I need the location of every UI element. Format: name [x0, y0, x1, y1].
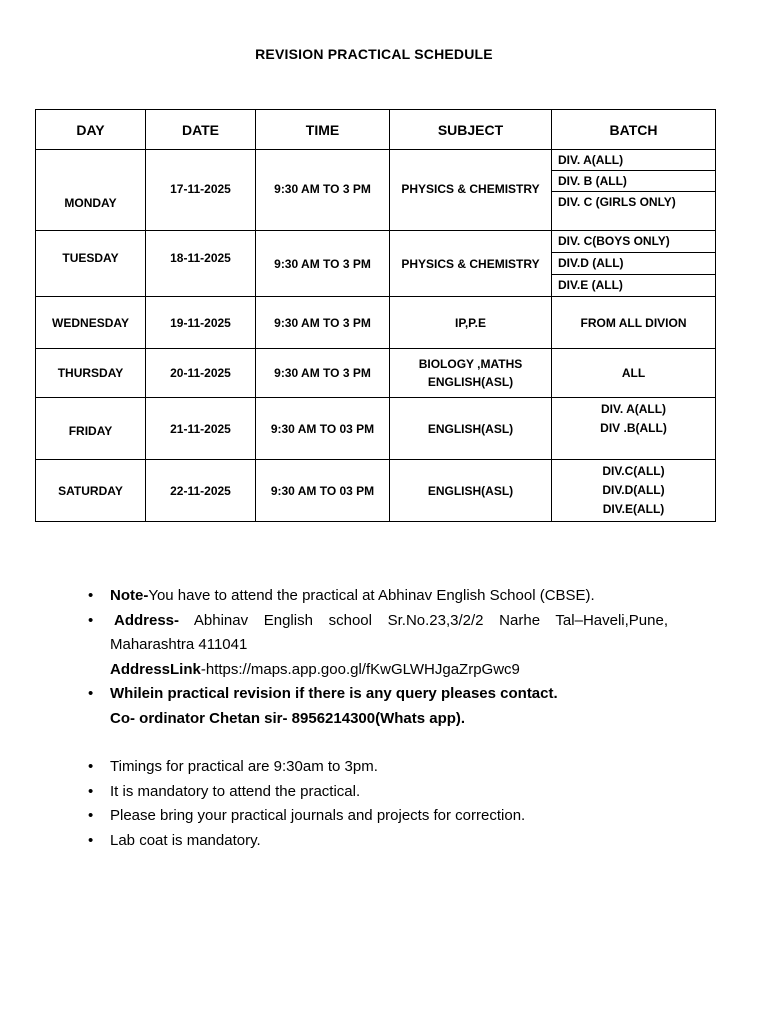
batch-item: DIV. A(ALL)	[552, 150, 715, 171]
day-cell	[36, 150, 146, 231]
note-item	[88, 584, 668, 609]
subject-cell	[390, 297, 552, 349]
batch-item: FROM ALL DIVION	[580, 315, 687, 330]
time-text: 9:30 AM TO 03 PM	[270, 421, 375, 436]
address-text: Abhinav English school Sr.No.23,3/2/2 Narhe Tal–Haveli,Pune, Maharashtra 411041	[110, 611, 668, 653]
addresslink-label: AddressLink	[110, 660, 201, 678]
header-date: DATE	[146, 110, 256, 150]
batch-cell	[552, 349, 716, 398]
batch-cell	[552, 398, 716, 460]
date-text: 19-11-2025	[170, 315, 231, 330]
header-batch: BATCH	[552, 110, 716, 150]
table-row	[36, 231, 716, 297]
bullet-icon: •	[88, 807, 94, 824]
batch-item: DIV.D (ALL)	[552, 253, 715, 275]
subject-cell	[390, 398, 552, 460]
address-item	[88, 609, 668, 683]
date-text: 17-11-2025	[170, 182, 231, 196]
batch-item: DIV. A(ALL)	[600, 402, 667, 416]
table-row	[36, 150, 716, 231]
batch-item: DIV .B(ALL)	[600, 421, 667, 435]
day-text: FRIDAY	[68, 424, 113, 438]
list-item	[88, 804, 668, 829]
notes-section	[88, 584, 668, 853]
query-item	[88, 682, 668, 731]
bullet-icon: •	[88, 685, 94, 702]
date-text: 18-11-2025	[170, 251, 231, 265]
batch-item: DIV.D(ALL)	[602, 483, 665, 497]
bullet-icon: •	[88, 611, 94, 629]
time-text: 9:30 AM TO 3 PM	[274, 366, 371, 380]
day-cell	[36, 460, 146, 522]
time-cell	[256, 231, 390, 297]
batch-item: DIV. B (ALL)	[552, 171, 715, 192]
query-line-1: Whilein practical revision if there is any query pleases contact.	[110, 685, 558, 702]
batch-cell	[552, 231, 716, 297]
batch-cell	[552, 460, 716, 522]
time-cell	[256, 460, 390, 522]
date-cell	[146, 398, 256, 460]
batch-cell	[552, 297, 716, 349]
list-item-text: Lab coat is mandatory.	[110, 831, 261, 849]
subject-text: ENGLISH(ASL)	[427, 421, 514, 436]
table-row	[36, 460, 716, 522]
address-label: Address-	[114, 611, 180, 629]
date-cell	[146, 231, 256, 297]
page-title: REVISION PRACTICAL SCHEDULE	[255, 46, 493, 62]
batch-item: DIV.E (ALL)	[558, 278, 623, 292]
list-item	[88, 780, 668, 805]
time-text: 9:30 AM TO 3 PM	[274, 182, 371, 196]
day-cell	[36, 231, 146, 297]
subject-text: PHYSICS & CHEMISTRY	[401, 182, 540, 196]
subject-text: PHYSICS & CHEMISTRY	[401, 256, 540, 271]
batch-item: DIV.C(ALL)	[602, 464, 665, 478]
time-cell	[256, 150, 390, 231]
bullet-icon: •	[88, 758, 94, 775]
day-cell	[36, 297, 146, 349]
date-cell	[146, 349, 256, 398]
time-text: 9:30 AM TO 3 PM	[274, 256, 371, 271]
list-item-text: Timings for practical are 9:30am to 3pm.	[110, 758, 378, 775]
day-cell	[36, 398, 146, 460]
batch-cell	[552, 150, 716, 231]
time-cell	[256, 349, 390, 398]
table-row	[36, 398, 716, 460]
date-cell	[146, 150, 256, 231]
day-text: MONDAY	[64, 196, 117, 210]
subject-cell	[390, 231, 552, 297]
subject-cell	[390, 349, 552, 398]
header-subject: SUBJECT	[390, 110, 552, 150]
batch-item: ALL	[621, 366, 646, 380]
day-text: TUESDAY	[62, 251, 119, 265]
day-cell	[36, 349, 146, 398]
date-text: 22-11-2025	[170, 483, 231, 498]
bullet-icon: •	[88, 782, 94, 800]
header-day: DAY	[36, 110, 146, 150]
list-item-text: It is mandatory to attend the practical.	[110, 782, 361, 800]
time-cell	[256, 398, 390, 460]
day-text: WEDNESDAY	[52, 315, 129, 330]
batch-item: DIV. C (GIRLS ONLY)	[558, 195, 676, 209]
day-text: THURSDAY	[57, 366, 124, 380]
table-row	[36, 349, 716, 398]
date-cell	[146, 460, 256, 522]
note-text: You have to attend the practical at Abhinav English School (CBSE).	[148, 587, 595, 604]
subject-text: BIOLOGY ,MATHS ENGLISH(ASL)	[418, 357, 523, 389]
day-text: SATURDAY	[58, 483, 123, 498]
date-text: 20-11-2025	[170, 366, 231, 380]
table-row	[36, 297, 716, 349]
bullet-icon: •	[88, 831, 94, 849]
list-item	[88, 829, 668, 854]
subject-cell	[390, 150, 552, 231]
list-item	[88, 755, 668, 780]
subject-text: IP,P.E	[455, 315, 486, 330]
batch-item: DIV.E(ALL)	[602, 502, 665, 516]
query-line-2: Co- ordinator Chetan sir- 8956214300(Whats app).	[110, 709, 466, 727]
batch-item: DIV. C(BOYS ONLY)	[552, 231, 715, 253]
time-text: 9:30 AM TO 03 PM	[270, 483, 375, 498]
subject-cell	[390, 460, 552, 522]
bullet-icon: •	[88, 587, 94, 604]
time-text: 9:30 AM TO 3 PM	[274, 315, 371, 330]
schedule-table	[35, 109, 716, 522]
table-header-row	[36, 110, 716, 150]
date-cell	[146, 297, 256, 349]
list-item-text: Please bring your practical journals and projects for correction.	[110, 807, 526, 824]
date-text: 21-11-2025	[170, 421, 231, 436]
header-time: TIME	[256, 110, 390, 150]
time-cell	[256, 297, 390, 349]
subject-text: ENGLISH(ASL)	[427, 483, 514, 498]
note-label: Note-	[110, 587, 149, 604]
addresslink-text: -https://maps.app.goo.gl/fKwGLWHJgaZrpGwc9	[200, 660, 520, 678]
